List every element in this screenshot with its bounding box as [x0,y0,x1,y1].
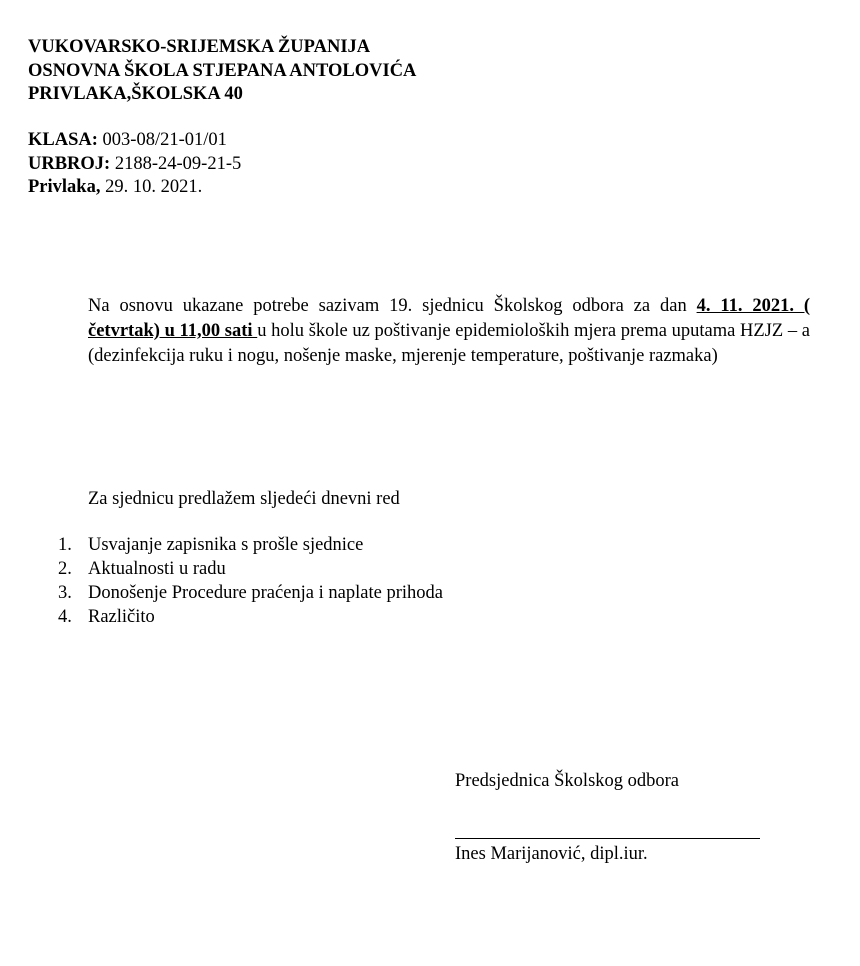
document-header [28,36,416,107]
document-meta [28,129,241,200]
agenda-item-text: Usvajanje zapisnika s prošle sjednice [88,535,364,555]
agenda-item-number: 4. [58,607,72,627]
agenda-item-text: Donošenje Procedure praćenja i naplate prihoda [88,583,443,603]
klasa-value: 003-08/21-01/01 [97,130,227,150]
urbroj-value: 2188-24-09-21-5 [110,153,242,174]
klasa-label: KLASA: [28,130,98,150]
urbroj-row [28,153,241,177]
urbroj-label: URBROJ: [28,153,111,174]
place-label: Privlaka, [28,177,101,197]
klasa-row [28,129,241,153]
signature-line [455,838,760,839]
agenda-item-text: Različito [88,607,155,627]
agenda-item-number: 2. [58,559,72,579]
school-name: OSNOVNA ŠKOLA STJEPANA ANTOLOVIĆA [28,60,417,81]
agenda-item-number: 3. [58,583,72,603]
meeting-notice [88,294,810,369]
school-address: PRIVLAKA,ŠKOLSKA 40 [28,84,243,104]
agenda-item-text: Aktualnosti u radu [88,559,226,579]
agenda-intro: Za sjednicu predlažem sljedeći dnevni red [88,489,400,509]
date-row [28,176,241,200]
document-date: 29. 10. 2021. [100,177,203,197]
notice-text-start: Na osnovu ukazane potrebe sazivam 19. sjednicu Školskog odbora za dan [88,296,697,316]
meeting-date-time: 4. 11. 2021. ( četvrtak) u 11,00 sati [88,296,810,341]
signatory-title: Predsjednica Školskog odbora [455,771,680,791]
agenda-item-number: 1. [58,535,72,555]
county-name: VUKOVARSKO-SRIJEMSKA ŽUPANIJA [28,37,371,57]
signatory-name: Ines Marijanović, dipl.iur. [455,844,648,864]
notice-text-end: u holu škole uz poštivanje epidemioloških mjera prema uputama HZJZ – a (dezinfekcija ruku i nogu, nošenje maske, mjerenje temperature, poštivanje razmaka) [88,321,810,366]
